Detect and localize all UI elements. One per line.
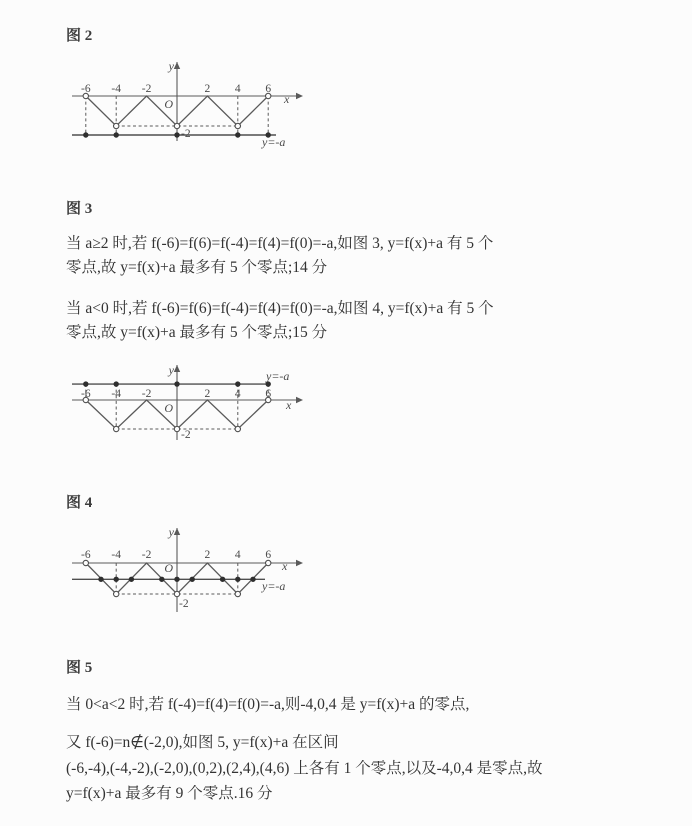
figure-fig4 (70, 360, 310, 460)
figure-label: 6 (265, 549, 272, 561)
paragraph-line: y=f(x)+a 最多有 9 个零点.16 分 (66, 785, 273, 802)
figure-label: 4 (234, 83, 241, 95)
paragraph-line: 当 0<a<2 时,若 f(-4)=f(4)=f(0)=-a,则-4,0,4 是 y=f(x)+a 的零点, (66, 696, 470, 713)
paragraph-a-lt-0 (66, 297, 676, 345)
figure-label: -2 (181, 128, 191, 140)
figure-label: -2 (141, 549, 152, 561)
figure-label: 4 (234, 549, 241, 561)
paragraph-line: 零点,故 y=f(x)+a 最多有 5 个零点;15 分 (66, 324, 328, 341)
figure-label: -2 (179, 598, 189, 610)
figure-caption-2: 图 2 (66, 28, 93, 44)
figure-label: -4 (111, 388, 121, 400)
figure-label: 2 (204, 83, 211, 95)
figure-fig5 (70, 515, 310, 619)
figure-fig3 (70, 56, 310, 158)
figure-label: 6 (265, 388, 272, 400)
figure-label: -6 (81, 388, 91, 400)
figure-label: O (164, 561, 173, 575)
figure-label: x (286, 398, 292, 412)
figure-label: y (168, 525, 174, 539)
figure-label: -2 (141, 388, 152, 400)
figure-label: O (164, 97, 173, 111)
figure-label: -4 (111, 549, 121, 561)
figure-caption-5: 图 5 (66, 660, 93, 676)
figure-label: -2 (181, 429, 191, 441)
figure-label: x (282, 559, 288, 573)
paragraph-line: 当 a≥2 时,若 f(-6)=f(6)=f(-4)=f(4)=f(0)=-a,如图 3, y=f(x)+a 有 5 个 (66, 235, 494, 252)
figure-label: 2 (204, 388, 211, 400)
figure-caption-4: 图 4 (66, 495, 93, 511)
figure-label: O (164, 401, 173, 415)
figure-label: -4 (111, 83, 121, 95)
figure-caption-3: 图 3 (66, 201, 93, 217)
figure-label: y=-a (262, 135, 286, 149)
figure-label: -6 (81, 549, 91, 561)
figure-label: y (168, 59, 174, 73)
paragraph-line: 又 f(-6)=n∉(-2,0),如图 5, y=f(x)+a 在区间 (66, 734, 339, 751)
paragraph-line: 零点,故 y=f(x)+a 最多有 5 个零点;14 分 (66, 259, 328, 276)
figure-label: 6 (265, 83, 272, 95)
figure-label: y=-a (262, 579, 286, 593)
figure-label: 4 (234, 388, 241, 400)
figure-label: 2 (204, 549, 211, 561)
paragraph-a-ge-2 (66, 232, 676, 280)
figure-label: -2 (141, 83, 152, 95)
figure-label: x (284, 92, 290, 106)
paragraph-0-lt-a-lt-2 (66, 692, 676, 717)
figure-label: -6 (81, 83, 91, 95)
paragraph-line: (-6,-4),(-4,-2),(-2,0),(0,2),(2,4),(4,6) 上各有 1 个零点,以及-4,0,4 是零点,故 (66, 759, 543, 777)
paragraph-line: 当 a<0 时,若 f(-6)=f(6)=f(-4)=f(4)=f(0)=-a,如图 4, y=f(x)+a 有 5 个 (66, 300, 494, 317)
paragraph-conclusion (66, 730, 676, 807)
figure-label: y=-a (266, 369, 290, 383)
figure-label: y (168, 363, 174, 377)
